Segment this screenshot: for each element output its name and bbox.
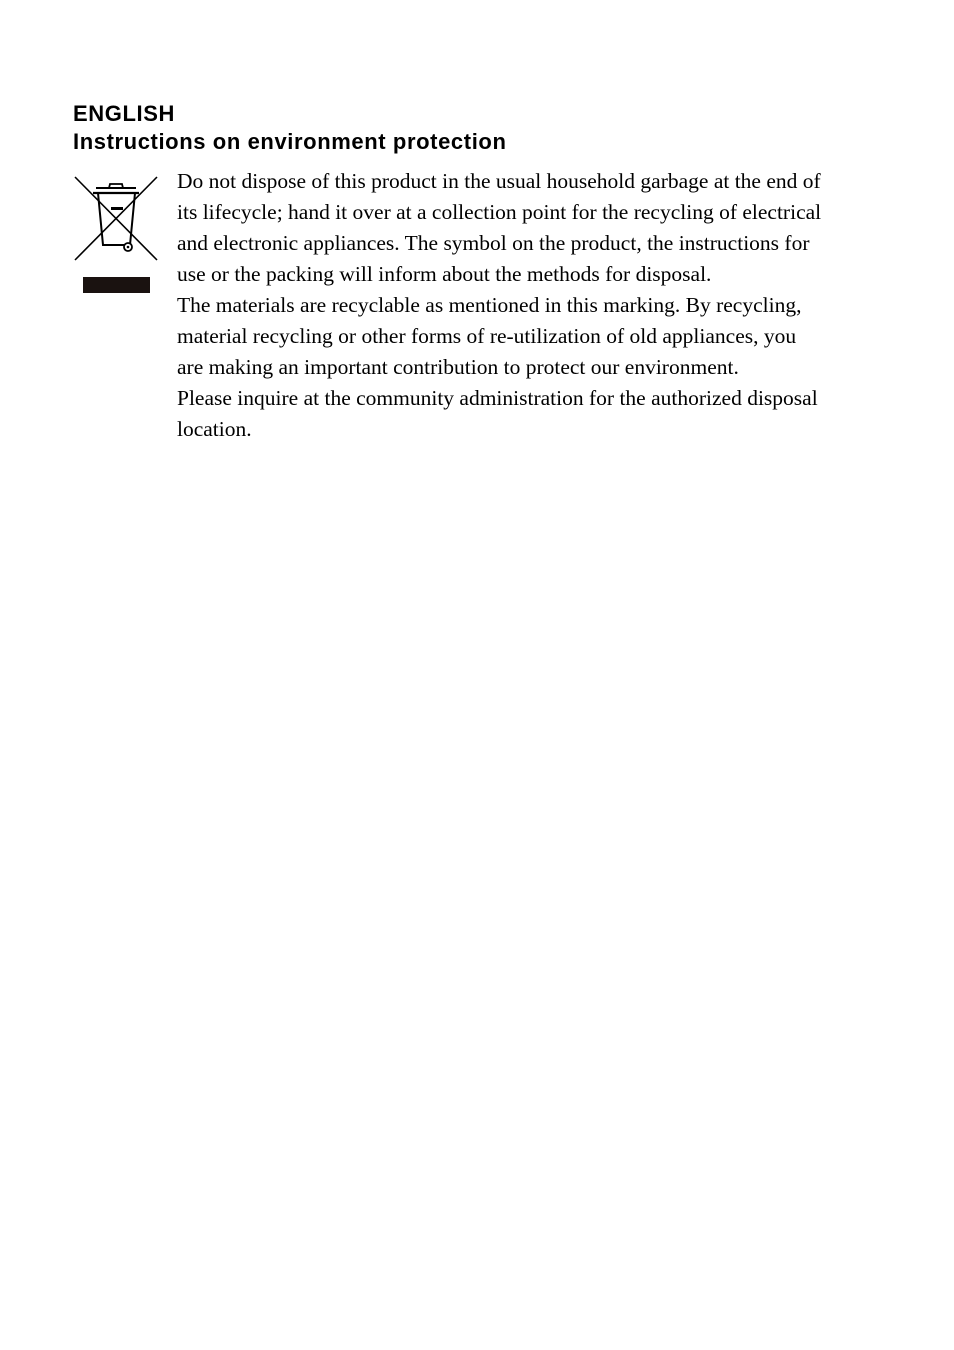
crossed-out-wheelie-bin-icon	[73, 175, 159, 295]
disposal-instructions	[177, 166, 897, 445]
instruction-line: location.	[177, 417, 252, 441]
instruction-line: are making an important contribution to protect our environment.	[177, 355, 739, 379]
instruction-line: and electronic appliances. The symbol on the product, the instructions for	[177, 231, 810, 255]
section-title: Instructions on environment protection	[73, 129, 507, 154]
instruction-line: Do not dispose of this product in the usual household garbage at the end of	[177, 169, 821, 193]
language-heading: ENGLISH	[73, 101, 175, 126]
instruction-line: use or the packing will inform about the methods for disposal.	[177, 262, 712, 286]
instruction-line: material recycling or other forms of re-utilization of old appliances, you	[177, 324, 797, 348]
instruction-line: The materials are recyclable as mentioned in this marking. By recycling,	[177, 293, 802, 317]
instruction-line: Please inquire at the community administration for the authorized disposal	[177, 386, 818, 410]
instruction-line: its lifecycle; hand it over at a collection point for the recycling of electrical	[177, 200, 822, 224]
